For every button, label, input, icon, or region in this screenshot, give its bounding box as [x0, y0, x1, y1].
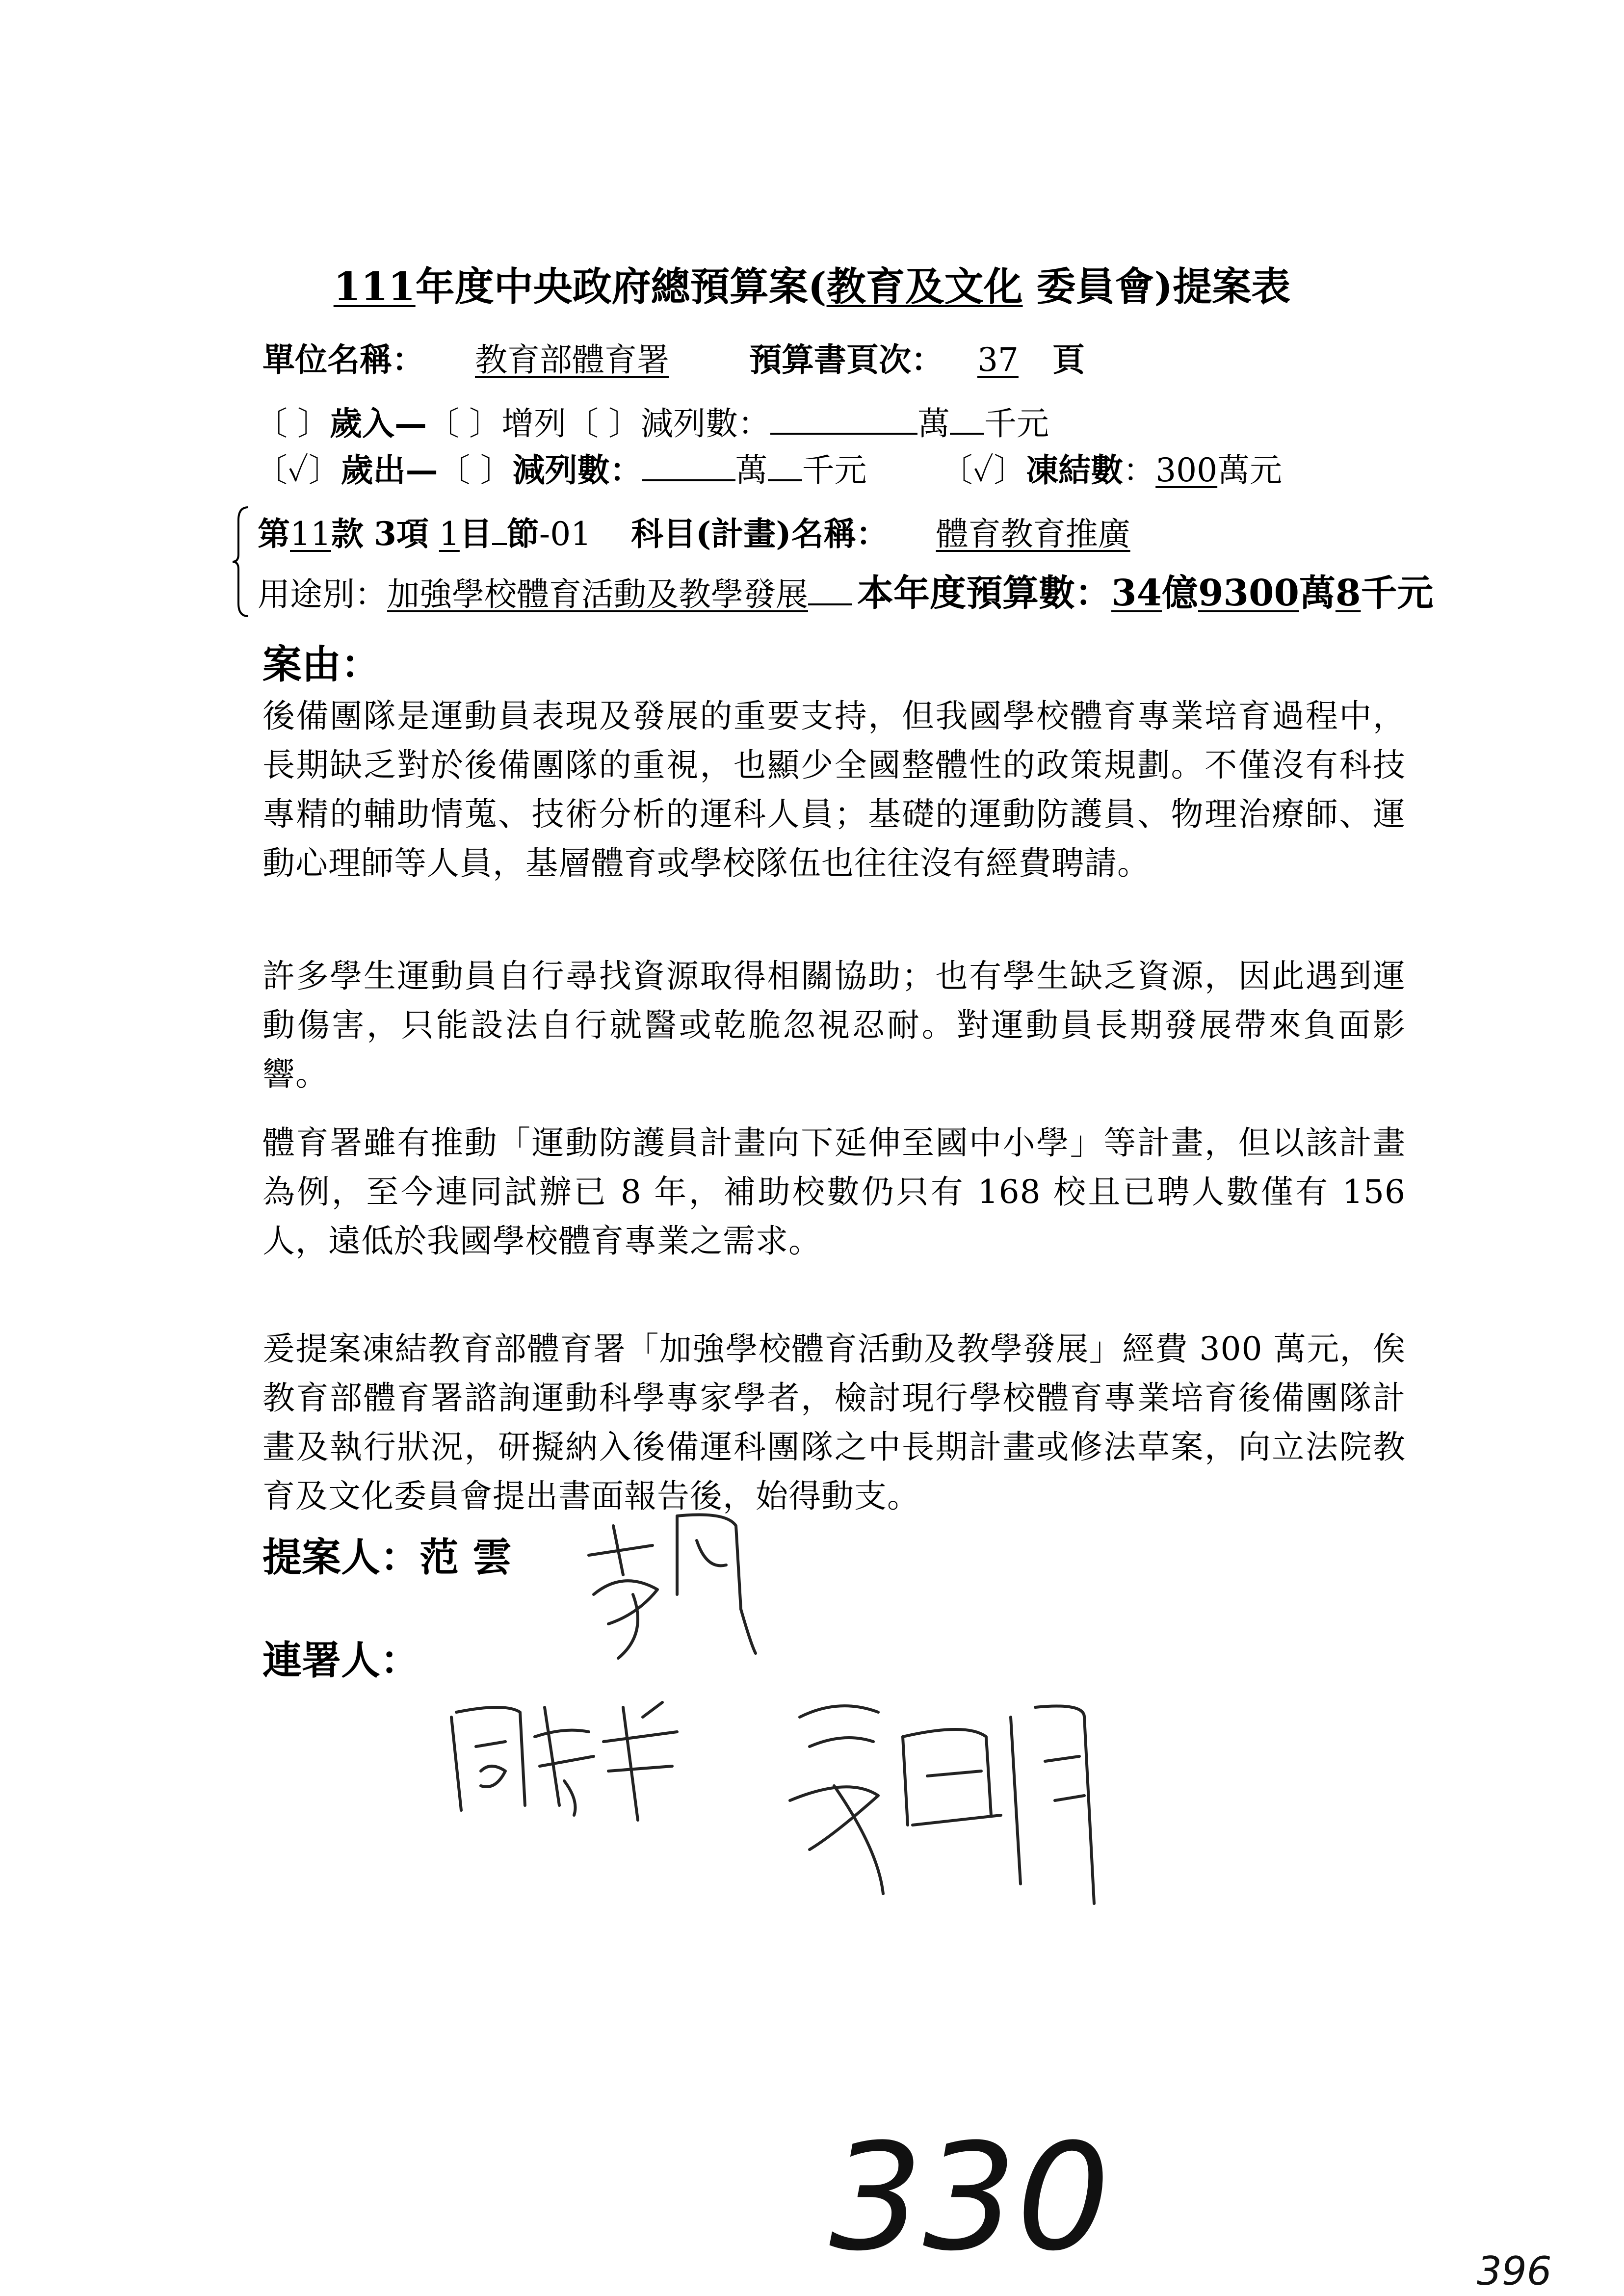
revenue-checkbox: 〔 〕 — [255, 405, 330, 443]
revenue-qian-label: 千元 — [984, 405, 1049, 443]
proposer-label: 提案人： — [262, 1534, 419, 1580]
title-year: 111 — [333, 263, 416, 310]
budget-qian: 8 — [1335, 572, 1361, 614]
subject-value: 體育教育推廣 — [936, 515, 1130, 553]
proposer-line — [262, 1526, 512, 1582]
mu-value: 1 — [439, 515, 460, 553]
document-title — [0, 255, 1624, 312]
revenue-decrease-checkbox: 〔 〕 — [566, 405, 641, 443]
unit-row — [262, 334, 1085, 380]
expense-row: 〔✓〕歲出—〔 〕減列數： 萬 千元 〔✓〕凍結數：300萬元 — [255, 444, 1282, 491]
handwritten-page-number: 396 — [1477, 2248, 1552, 2294]
paragraph-3: 體育署雖有推動「運動防護員計畫向下延伸至國中小學」等計畫，但以該計畫為例，至今連同試辦已 8 年，補助校數仍只有 168 校且已聘人數僅有 156 人，遠低於我國學校體育專業之需求。 — [262, 1124, 1406, 1260]
unit-value: 教育部體育署 — [474, 341, 669, 379]
title-part1: 年度中央政府總預算案( — [415, 263, 827, 310]
cosigner-1-signature — [446, 1688, 692, 1835]
revenue-qian-blank — [950, 400, 984, 435]
paragraph-4: 爰提案凍結教育部體育署「加強學校體育活動及教學發展」經費 300 萬元，俟教育部體育署諮詢運動科學專家學者，檢討現行學校體育專業培育後備團隊計畫及執行狀況，研擬納入後備運科團隊之中長期計畫或修法草案，向立法院教育及文化委員會提出書面報告後，始得動支。 — [262, 1330, 1406, 1515]
revenue-label: 歲入— — [330, 404, 427, 443]
unit-label: 單位名稱： — [262, 340, 424, 379]
xiang-value: 3 — [373, 515, 396, 553]
expense-checkbox: 〔✓〕 — [255, 451, 341, 489]
expense-decrease-checkbox: 〔 〕 — [438, 451, 513, 489]
check-icon: ✓ — [288, 451, 309, 489]
page-unit: 頁 — [1052, 340, 1085, 379]
subject-label: 科目(計畫)名稱： — [631, 515, 889, 553]
expense-wan-blank — [642, 447, 735, 481]
expense-decrease-label: 減列數： — [512, 451, 642, 489]
page-label: 預算書頁次： — [749, 340, 943, 379]
increase-checkbox: 〔 〕 — [427, 405, 501, 443]
check-icon: ✓ — [972, 451, 994, 489]
usage-row: 用途別：加強學校體育活動及教學發展 本年度預算數：34億9300萬8千元 — [258, 572, 1434, 614]
kuan-value: 11 — [290, 515, 331, 553]
jie-value: -01 — [539, 515, 592, 553]
freeze-value: 300 — [1155, 451, 1218, 489]
freeze-checkbox: 〔✓〕 — [940, 451, 1026, 489]
increase-label: 增列 — [501, 405, 566, 443]
reason-heading: 案由： — [262, 641, 380, 687]
freeze-unit: 萬元 — [1217, 451, 1283, 489]
paragraph-2: 許多學生運動員自行尋找資源取得相關協助；也有學生缺乏資源，因此遇到運動傷害，只能設法自行就醫或乾脆忽視忍耐。對運動員長期發展帶來負面影響。 — [262, 957, 1406, 1093]
budget-label: 本年度預算數： — [857, 572, 1111, 614]
usage-label: 用途別： — [258, 575, 387, 613]
expense-qian-blank — [768, 447, 802, 481]
expense-qian-label: 千元 — [802, 451, 867, 489]
handwritten-main-number: 330 — [829, 2112, 1110, 2283]
budget-wan: 9300 — [1198, 572, 1299, 614]
revenue-wan-blank — [770, 400, 917, 435]
cosigner-2-signature — [780, 1688, 1114, 1943]
proposer-signature — [579, 1496, 765, 1673]
title-part2: 委員會)提案表 — [1022, 263, 1291, 310]
expense-label: 歲出— — [341, 451, 438, 489]
revenue-row — [255, 397, 1049, 444]
title-committee: 教育及文化 — [826, 263, 1023, 310]
usage-value: 加強學校體育活動及教學發展 — [387, 575, 808, 613]
revenue-decrease-label: 減列數： — [641, 405, 770, 443]
freeze-label: 凍結數 — [1026, 451, 1124, 489]
expense-wan-label: 萬 — [735, 451, 768, 489]
page-value: 37 — [977, 341, 1019, 379]
budget-yi: 34 — [1111, 572, 1162, 614]
left-brace — [231, 505, 250, 618]
proposer-name: 范 雲 — [419, 1534, 512, 1580]
paragraph-1: 後備團隊是運動員表現及發展的重要支持，但我國學校體育專業培育過程中，長期缺乏對於後備團隊的重視，也顯少全國整體性的政策規劃。不僅沒有科技專精的輔助情蒐、技術分析的運科人員；基礎的運動防護員、物理治療師、運動心理師等人員，基層體育或學校隊伍也往往沒有經費聘請。 — [262, 697, 1406, 882]
revenue-wan-label: 萬 — [917, 405, 950, 443]
item-row: 第11款 3項 1目 節-01 科目(計畫)名稱： 體育教育推廣 — [258, 508, 1178, 554]
cosigner-label: 連署人： — [262, 1637, 419, 1683]
